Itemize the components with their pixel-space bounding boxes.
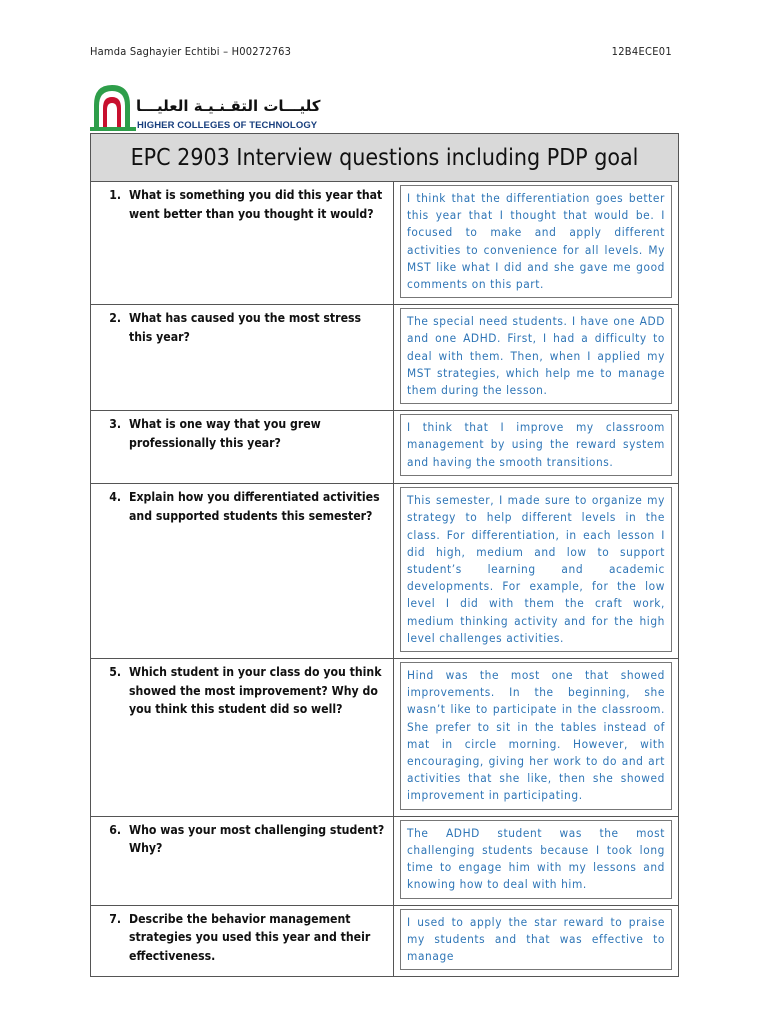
question-cell: [91, 305, 394, 411]
question-text: Who was your most challenging student? Why?: [129, 822, 385, 856]
answer-text: The special need students. I have one ADD and one ADHD. First, I had a difficulty to deal with them. Then, when I applied my MST strategies, which help me to manage them during the lesson.: [400, 308, 672, 404]
question-number: 2.: [109, 311, 121, 326]
question-cell: [91, 816, 394, 905]
question-text: Which student in your class do you think showed the most improvement? Why do you think this student did so well?: [129, 665, 382, 717]
answer-cell: [394, 816, 679, 905]
question-number: 1.: [109, 188, 121, 202]
answer-cell: [394, 905, 679, 977]
answer-text: Hind was the most one that showed improvements. In the beginning, she wasn’t like to participate in the classroom. She prefer to sit in the tables instead of mat in circle morning. However, with encouraging, giving her work to do and art activities that she like, then she showed improvement in participating.: [400, 662, 672, 810]
question-text: What is one way that you grew professionally this year?: [129, 417, 321, 450]
table-row: [91, 305, 679, 411]
answer-cell: [394, 182, 679, 305]
question-number: 3.: [109, 417, 121, 432]
table-row: [91, 484, 679, 659]
answer-cell: [394, 305, 679, 411]
question-number: 4.: [109, 490, 121, 505]
question-cell: [91, 659, 394, 817]
question-cell: [91, 905, 394, 977]
table-row: [91, 411, 679, 484]
table-row: [91, 816, 679, 905]
answer-text: I think that I improve my classroom management by using the reward system and having the smooth transitions.: [400, 414, 672, 476]
question-text: What is something you did this year that went better than you thought it would?: [129, 188, 383, 221]
question-text: Explain how you differentiated activities and supported students this semester?: [129, 490, 380, 523]
answer-cell: [394, 659, 679, 817]
logo-english-text: HIGHER COLLEGES OF TECHNOLOGY: [137, 120, 318, 131]
table-title: EPC 2903 Interview questions including PDP goal: [91, 134, 679, 182]
question-text: Describe the behavior management strategies you used this year and their effectiveness.: [129, 911, 371, 963]
author-header: Hamda Saghayier Echtibi – H00272763: [90, 45, 292, 58]
answer-text: The ADHD student was the most challenging students because I took long time to engage him with my lessons and knowing how to deal with him.: [400, 820, 672, 899]
interview-table: [90, 133, 679, 977]
table-row: [91, 905, 679, 977]
question-cell: [91, 484, 394, 659]
question-text: What has caused you the most stress this year?: [129, 311, 362, 344]
answer-text: This semester, I made sure to organize my strategy to help different levels in the class. For differentiation, in each lesson I did high, medium and low to support student’s learning and academic developments. For example, for the low level I did with them the craft work, medium thinking activity and for the high level challenges activities.: [400, 487, 672, 652]
logo-arabic-text: كليـــات التقـنـيـة العليـــا: [136, 97, 321, 115]
answer-cell: [394, 484, 679, 659]
table-row: [91, 659, 679, 817]
course-code-header: 12B4ECE01: [611, 45, 672, 58]
answer-text: I think that the differentiation goes better this year that I thought that would be. I focused to make and apply different activities to convenience for all levels. My MST like what I did and she gave me good comments on this part.: [400, 185, 672, 298]
title-row: [91, 134, 679, 182]
question-number: 6.: [109, 822, 121, 837]
answer-text: I used to apply the star reward to praise my students and that was effective to manage: [400, 909, 672, 971]
question-cell: [91, 182, 394, 305]
question-number: 5.: [109, 665, 121, 680]
answer-cell: [394, 411, 679, 484]
table-row: [91, 182, 679, 305]
question-number: 7.: [109, 911, 121, 926]
question-cell: [91, 411, 394, 484]
